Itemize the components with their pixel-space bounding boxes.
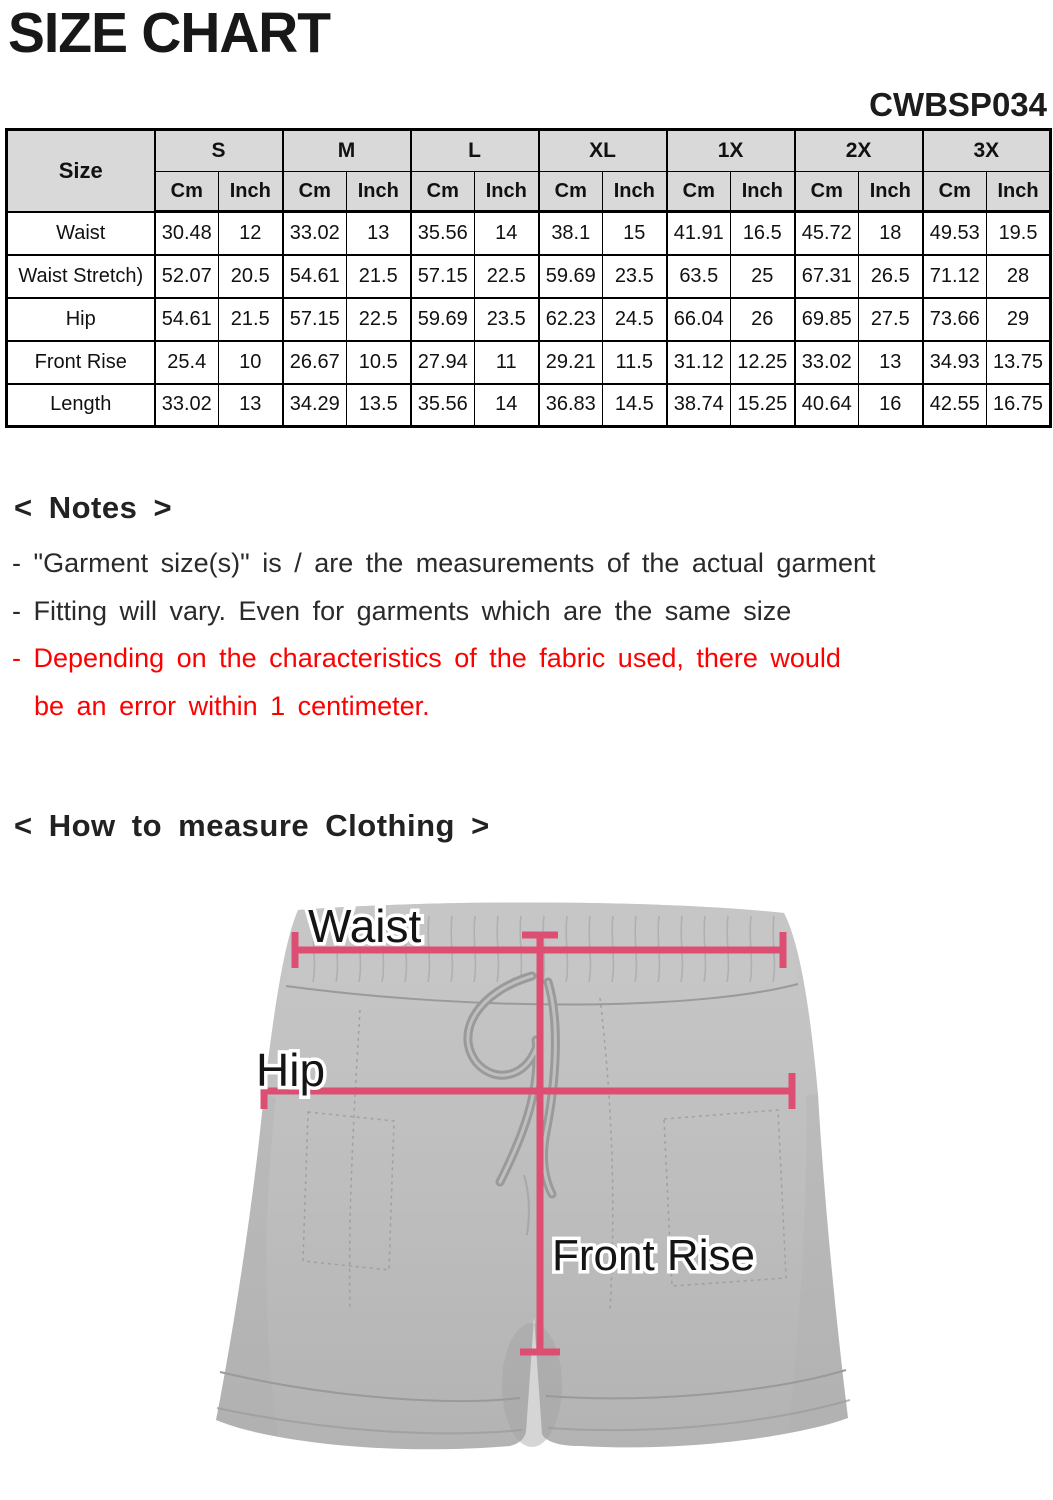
size-chart-table xyxy=(5,128,1052,428)
measurement-value: 57.15 xyxy=(411,255,475,298)
measurement-value: 62.23 xyxy=(539,298,603,341)
measurement-value: 33.02 xyxy=(155,384,219,427)
measurement-value: 13.5 xyxy=(347,384,411,427)
measurement-value: 12 xyxy=(219,212,283,255)
measurement-value: 63.5 xyxy=(667,255,731,298)
measurement-value: 19.5 xyxy=(987,212,1051,255)
unit-header: Inch xyxy=(987,172,1051,212)
measurement-value: 13 xyxy=(347,212,411,255)
measurement-value: 27.5 xyxy=(859,298,923,341)
measurement-value: 25 xyxy=(731,255,795,298)
size-corner-header: Size xyxy=(7,130,155,212)
measurement-value: 22.5 xyxy=(475,255,539,298)
measurement-value: 49.53 xyxy=(923,212,987,255)
table-row xyxy=(7,212,1051,255)
measurement-value: 42.55 xyxy=(923,384,987,427)
unit-header: Inch xyxy=(731,172,795,212)
measurement-value: 13 xyxy=(859,341,923,384)
table-row xyxy=(7,341,1051,384)
measurement-value: 28 xyxy=(987,255,1051,298)
unit-header: Cm xyxy=(923,172,987,212)
measurement-value: 40.64 xyxy=(795,384,859,427)
measurement-value: 33.02 xyxy=(795,341,859,384)
measurement-value: 30.48 xyxy=(155,212,219,255)
unit-header: Cm xyxy=(667,172,731,212)
measurement-value: 38.1 xyxy=(539,212,603,255)
shorts-figure xyxy=(180,880,880,1480)
table-row xyxy=(7,298,1051,341)
note-line: - "Garment size(s)" is / are the measurements of the actual garment xyxy=(12,548,876,578)
page-title: SIZE CHART xyxy=(8,1,331,65)
measurement-value: 22.5 xyxy=(347,298,411,341)
measurement-value: 35.56 xyxy=(411,384,475,427)
measurement-label: Waist Stretch) xyxy=(7,255,155,298)
measurement-value: 57.15 xyxy=(283,298,347,341)
unit-header: Cm xyxy=(795,172,859,212)
measurement-value: 67.31 xyxy=(795,255,859,298)
unit-header: Inch xyxy=(347,172,411,212)
size-group-header: M xyxy=(283,130,411,172)
measurement-value: 11.5 xyxy=(603,341,667,384)
measurement-value: 34.93 xyxy=(923,341,987,384)
measurement-value: 36.83 xyxy=(539,384,603,427)
size-group-header: 3X xyxy=(923,130,1051,172)
measurement-value: 14 xyxy=(475,212,539,255)
note-line: be an error within 1 centimeter. xyxy=(34,690,430,721)
hip-label: Hip xyxy=(256,1044,326,1096)
how-to-measure-heading: < How to measure Clothing > xyxy=(14,808,490,843)
measurement-value: 66.04 xyxy=(667,298,731,341)
size-group-header: S xyxy=(155,130,283,172)
notes-lines xyxy=(12,540,1042,730)
shorts-measure-illustration xyxy=(180,880,880,1480)
measurement-value: 25.4 xyxy=(155,341,219,384)
size-group-header: 2X xyxy=(795,130,923,172)
table-row xyxy=(7,384,1051,427)
measurement-value: 15.25 xyxy=(731,384,795,427)
measurement-value: 71.12 xyxy=(923,255,987,298)
measurement-value: 15 xyxy=(603,212,667,255)
unit-header: Inch xyxy=(219,172,283,212)
product-code: CWBSP034 xyxy=(869,86,1047,123)
notes-heading: < Notes > xyxy=(14,490,173,525)
measurement-value: 24.5 xyxy=(603,298,667,341)
measurement-value: 13.75 xyxy=(987,341,1051,384)
measurement-value: 45.72 xyxy=(795,212,859,255)
front-rise-label: Front Rise xyxy=(552,1231,755,1280)
size-table-head xyxy=(7,130,1051,212)
measurement-value: 10.5 xyxy=(347,341,411,384)
unit-header: Cm xyxy=(539,172,603,212)
measurement-value: 14.5 xyxy=(603,384,667,427)
table-row xyxy=(7,255,1051,298)
measurement-value: 38.74 xyxy=(667,384,731,427)
size-group-header: 1X xyxy=(667,130,795,172)
measurement-label: Length xyxy=(7,384,155,427)
measurement-value: 26 xyxy=(731,298,795,341)
size-groups-row xyxy=(7,130,1051,172)
measurement-value: 10 xyxy=(219,341,283,384)
measurement-value: 16.5 xyxy=(731,212,795,255)
measurement-value: 27.94 xyxy=(411,341,475,384)
measurement-value: 29.21 xyxy=(539,341,603,384)
size-group-header: XL xyxy=(539,130,667,172)
measurement-value: 18 xyxy=(859,212,923,255)
measurement-value: 59.69 xyxy=(411,298,475,341)
measurement-value: 12.25 xyxy=(731,341,795,384)
unit-header: Cm xyxy=(155,172,219,212)
measurement-value: 21.5 xyxy=(219,298,283,341)
measurement-value: 23.5 xyxy=(603,255,667,298)
measurement-value: 23.5 xyxy=(475,298,539,341)
measurement-value: 54.61 xyxy=(283,255,347,298)
unit-header: Inch xyxy=(603,172,667,212)
unit-header: Inch xyxy=(475,172,539,212)
measurement-label: Waist xyxy=(7,212,155,255)
note-line: - Fitting will vary. Even for garments which are the same size xyxy=(12,595,792,626)
measurement-value: 52.07 xyxy=(155,255,219,298)
unit-header: Inch xyxy=(859,172,923,212)
measurement-value: 21.5 xyxy=(347,255,411,298)
measurement-value: 73.66 xyxy=(923,298,987,341)
measurement-value: 33.02 xyxy=(283,212,347,255)
waist-label: Waist xyxy=(308,900,422,952)
measurement-value: 16.75 xyxy=(987,384,1051,427)
measurement-value: 34.29 xyxy=(283,384,347,427)
measurement-value: 59.69 xyxy=(539,255,603,298)
measurement-value: 54.61 xyxy=(155,298,219,341)
measurement-value: 69.85 xyxy=(795,298,859,341)
measurement-label: Front Rise xyxy=(7,341,155,384)
unit-header: Cm xyxy=(411,172,475,212)
measurement-value: 16 xyxy=(859,384,923,427)
measurement-label: Hip xyxy=(7,298,155,341)
size-table-body xyxy=(7,212,1051,427)
units-row xyxy=(7,172,1051,212)
measurement-value: 11 xyxy=(475,341,539,384)
measurement-value: 20.5 xyxy=(219,255,283,298)
measurement-value: 14 xyxy=(475,384,539,427)
measurement-value: 41.91 xyxy=(667,212,731,255)
measurement-value: 29 xyxy=(987,298,1051,341)
measurement-value: 35.56 xyxy=(411,212,475,255)
measurement-value: 26.5 xyxy=(859,255,923,298)
size-group-header: L xyxy=(411,130,539,172)
unit-header: Cm xyxy=(283,172,347,212)
measurement-value: 26.67 xyxy=(283,341,347,384)
measurement-value: 31.12 xyxy=(667,341,731,384)
measurement-value: 13 xyxy=(219,384,283,427)
note-line: - Depending on the characteristics of the fabric used, there would xyxy=(12,643,841,673)
